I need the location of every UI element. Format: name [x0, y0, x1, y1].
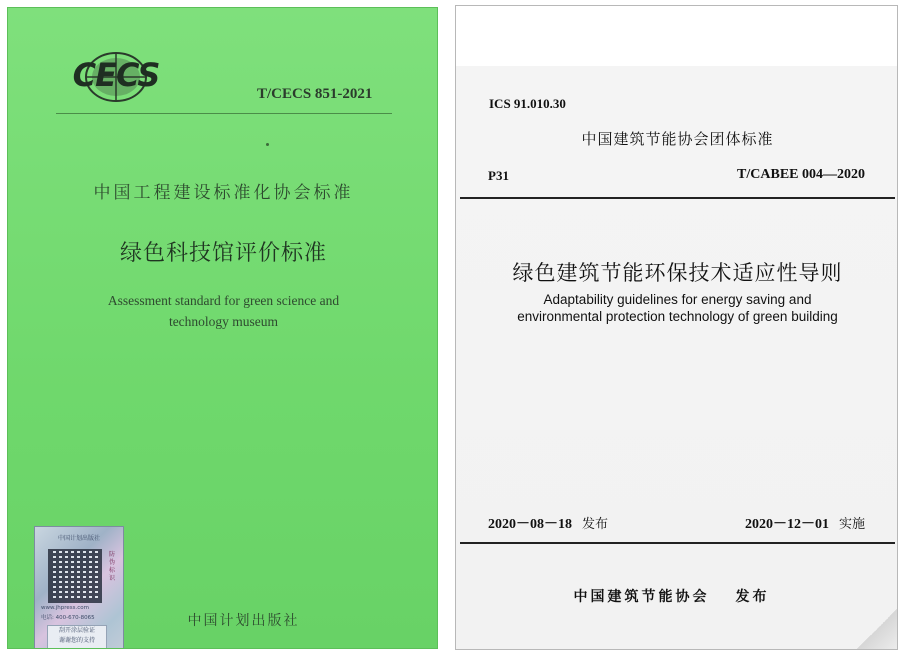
decorative-dot: [266, 143, 269, 146]
left-association: 中国工程建设标准化协会标准: [93, 183, 354, 203]
left-book-cover: [7, 7, 438, 649]
left-publisher: 中国计划出版社: [187, 613, 300, 629]
sticker-footer-line2: 谢谢您的支持: [58, 637, 95, 644]
right-title-en-line2: environmental protection technology of green building: [517, 309, 838, 324]
right-title-en-line1: Adaptability guidelines for energy saving and: [543, 292, 812, 307]
right-publisher-line: [456, 586, 898, 606]
left-title-cn: 绿色科技馆评价标准: [119, 241, 327, 266]
cecs-logo-text: CECS: [72, 56, 160, 94]
left-divider: [56, 113, 392, 114]
left-standard-code: T/CECS 851-2021: [257, 86, 373, 102]
right-title-cn: 绿色建筑节能环保技术适应性导则: [512, 261, 843, 285]
organization-standard: 中国建筑节能协会团体标准: [581, 130, 774, 148]
right-publisher-word: 发布: [735, 589, 770, 605]
page-curl-corner: [857, 609, 897, 649]
right-standard-code: T/CABEE 004—2020: [737, 167, 865, 182]
right-cover-paper: [456, 66, 898, 650]
issue-word: 发布: [582, 517, 609, 532]
right-publisher: 中国建筑节能协会: [573, 589, 710, 605]
sticker-phone: 电话: 400-670-8065: [41, 615, 95, 621]
left-title-en-line1: Assessment standard for green science and: [107, 293, 340, 308]
qr-code-icon: [48, 549, 102, 603]
anti-counterfeit-sticker: [34, 526, 124, 649]
right-book-cover: [455, 5, 898, 650]
ics-code: ICS 91.010.30: [489, 96, 566, 111]
sticker-footer-line1: 刮开涂层验证: [58, 627, 95, 634]
right-title-en: [456, 291, 898, 325]
effective-word: 实施: [838, 517, 865, 532]
sticker-side-text: 防伪标识: [109, 551, 116, 582]
left-title-en-line2: technology museum: [168, 314, 279, 329]
effective-date-block: [745, 513, 865, 533]
issue-date: 2020－08－18: [488, 517, 572, 532]
sticker-website: www.jhpress.com: [41, 605, 89, 611]
issue-date-block: [488, 513, 608, 533]
right-top-divider: [460, 197, 895, 199]
cecs-logo: [68, 50, 164, 104]
effective-date: 2020－12－01: [744, 517, 829, 532]
left-title-en: [8, 290, 438, 332]
sticker-header: 中国计划出版社: [57, 535, 100, 542]
classification-code: P31: [488, 168, 509, 183]
right-bottom-divider: [460, 542, 895, 544]
